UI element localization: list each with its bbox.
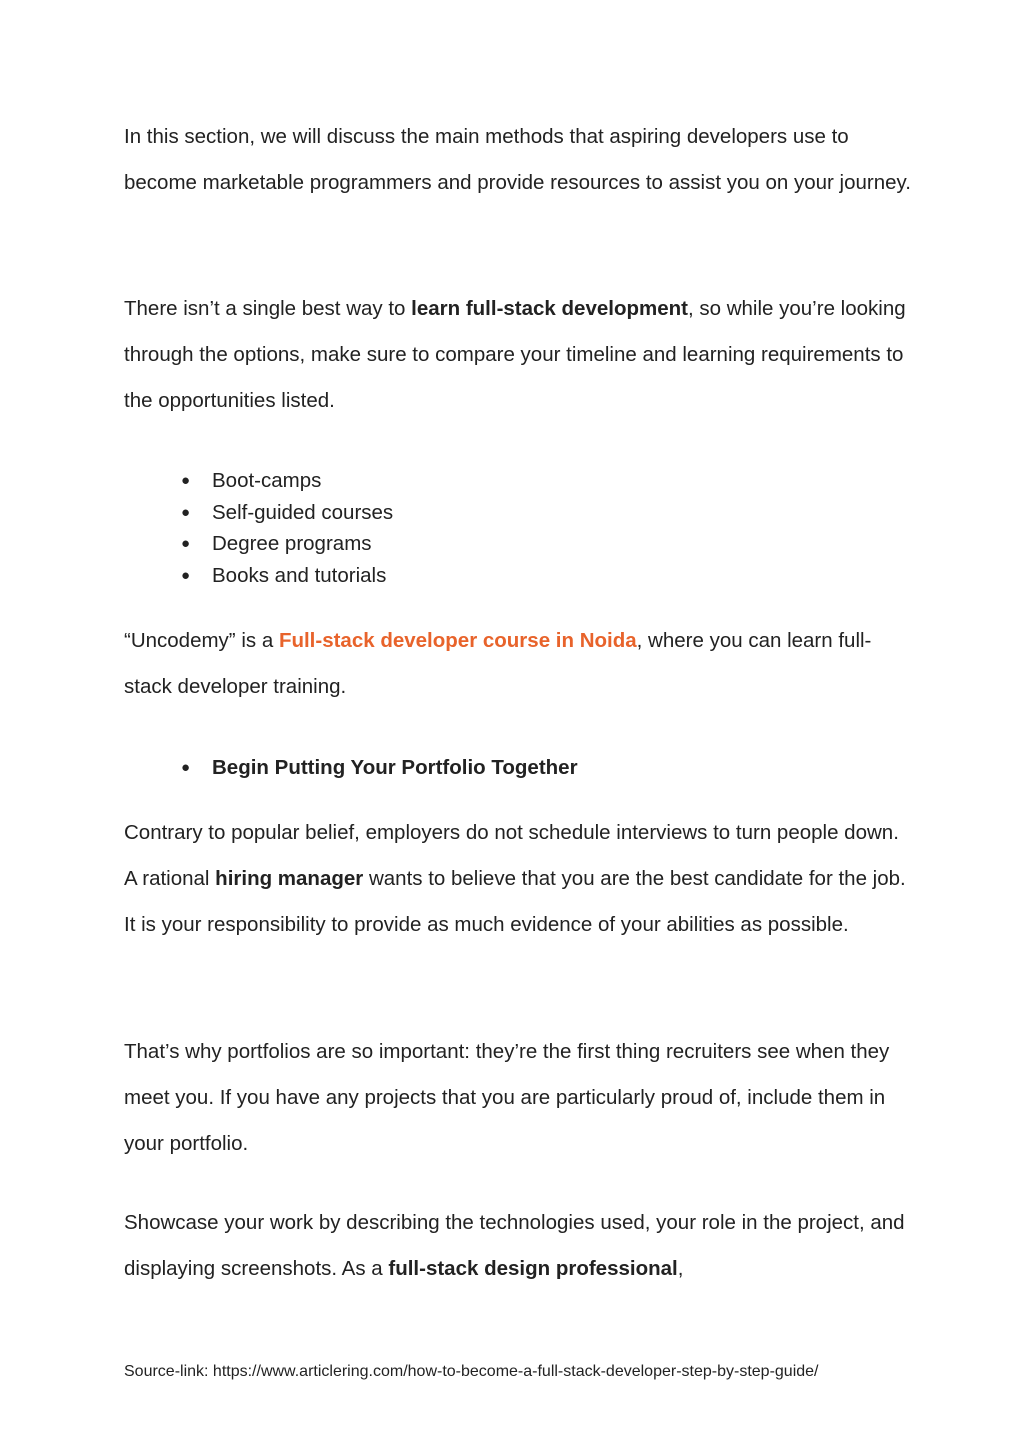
full-stack-design-emphasis: full-stack design professional — [388, 1257, 678, 1280]
paragraph-showcase-text-end: , — [677, 1257, 684, 1280]
paragraph-best-way-text-start: There isn’t a single best way to — [124, 297, 412, 320]
paragraph-best-way-text-end: , so while you’re looking through the options, make sure to compare your timeline and learning requirements to the opportunities listed. — [124, 297, 906, 412]
bullet-icon: ● — [181, 472, 191, 489]
source-link-footer — [124, 1361, 819, 1383]
methods-list — [181, 465, 393, 591]
section-heading — [181, 752, 578, 784]
list-item — [181, 560, 393, 592]
bullet-icon: ● — [181, 503, 191, 521]
paragraph-best-way — [124, 286, 914, 424]
list-item-label: Books and tutorials — [212, 563, 387, 587]
list-item — [181, 497, 393, 529]
paragraph-portfolios-text: That’s why portfolios are so important: they’re the first thing recruiters see when they meet you. If you have any projects that you are particularly proud of, include them in your portfolio. — [124, 1040, 890, 1155]
bullet-icon: ● — [181, 566, 191, 584]
paragraph-uncodemy-text-start: “Uncodemy” is a — [124, 629, 279, 652]
list-item-label: Degree programs — [212, 532, 372, 555]
learn-full-stack-emphasis: learn full-stack development — [411, 297, 688, 320]
paragraph-intro-text: In this section, we will discuss the main methods that aspiring developers use to become marketable programmers and provide resources to assist you on your journey. — [124, 125, 911, 194]
list-item — [181, 465, 393, 497]
hiring-manager-emphasis: hiring manager — [215, 867, 364, 890]
paragraph-employers-text-end: wants to believe that you are the best candidate for the job. It is your responsibility to provide as much evidence of your abilities as possible. — [124, 867, 906, 936]
bullet-icon: ● — [181, 759, 191, 776]
paragraph-uncodemy — [124, 618, 914, 710]
paragraph-showcase-text-start: Showcase your work by describing the technologies used, your role in the project, and displaying screenshots. As a — [124, 1211, 905, 1280]
paragraph-intro — [124, 114, 914, 206]
paragraph-employers-text-start: Contrary to popular belief, employers do not schedule interviews to turn people down. A rational — [124, 821, 899, 890]
list-item — [181, 528, 393, 560]
paragraph-portfolios — [124, 1029, 914, 1167]
list-item-label: Boot-camps — [212, 469, 322, 492]
paragraph-uncodemy-text-end: , where you can learn full-stack developer training. — [124, 629, 872, 698]
section-heading-text: Begin Putting Your Portfolio Together — [212, 756, 578, 779]
course-link[interactable]: Full-stack developer course in Noida — [278, 629, 637, 652]
source-link-text: Source-link: https://www.articlering.com/how-to-become-a-full-stack-developer-step-by-step-guide/ — [124, 1363, 819, 1380]
paragraph-showcase — [124, 1200, 914, 1292]
paragraph-employers — [124, 810, 914, 948]
list-item-label: Self-guided courses — [212, 500, 394, 524]
bullet-icon: ● — [181, 535, 191, 552]
